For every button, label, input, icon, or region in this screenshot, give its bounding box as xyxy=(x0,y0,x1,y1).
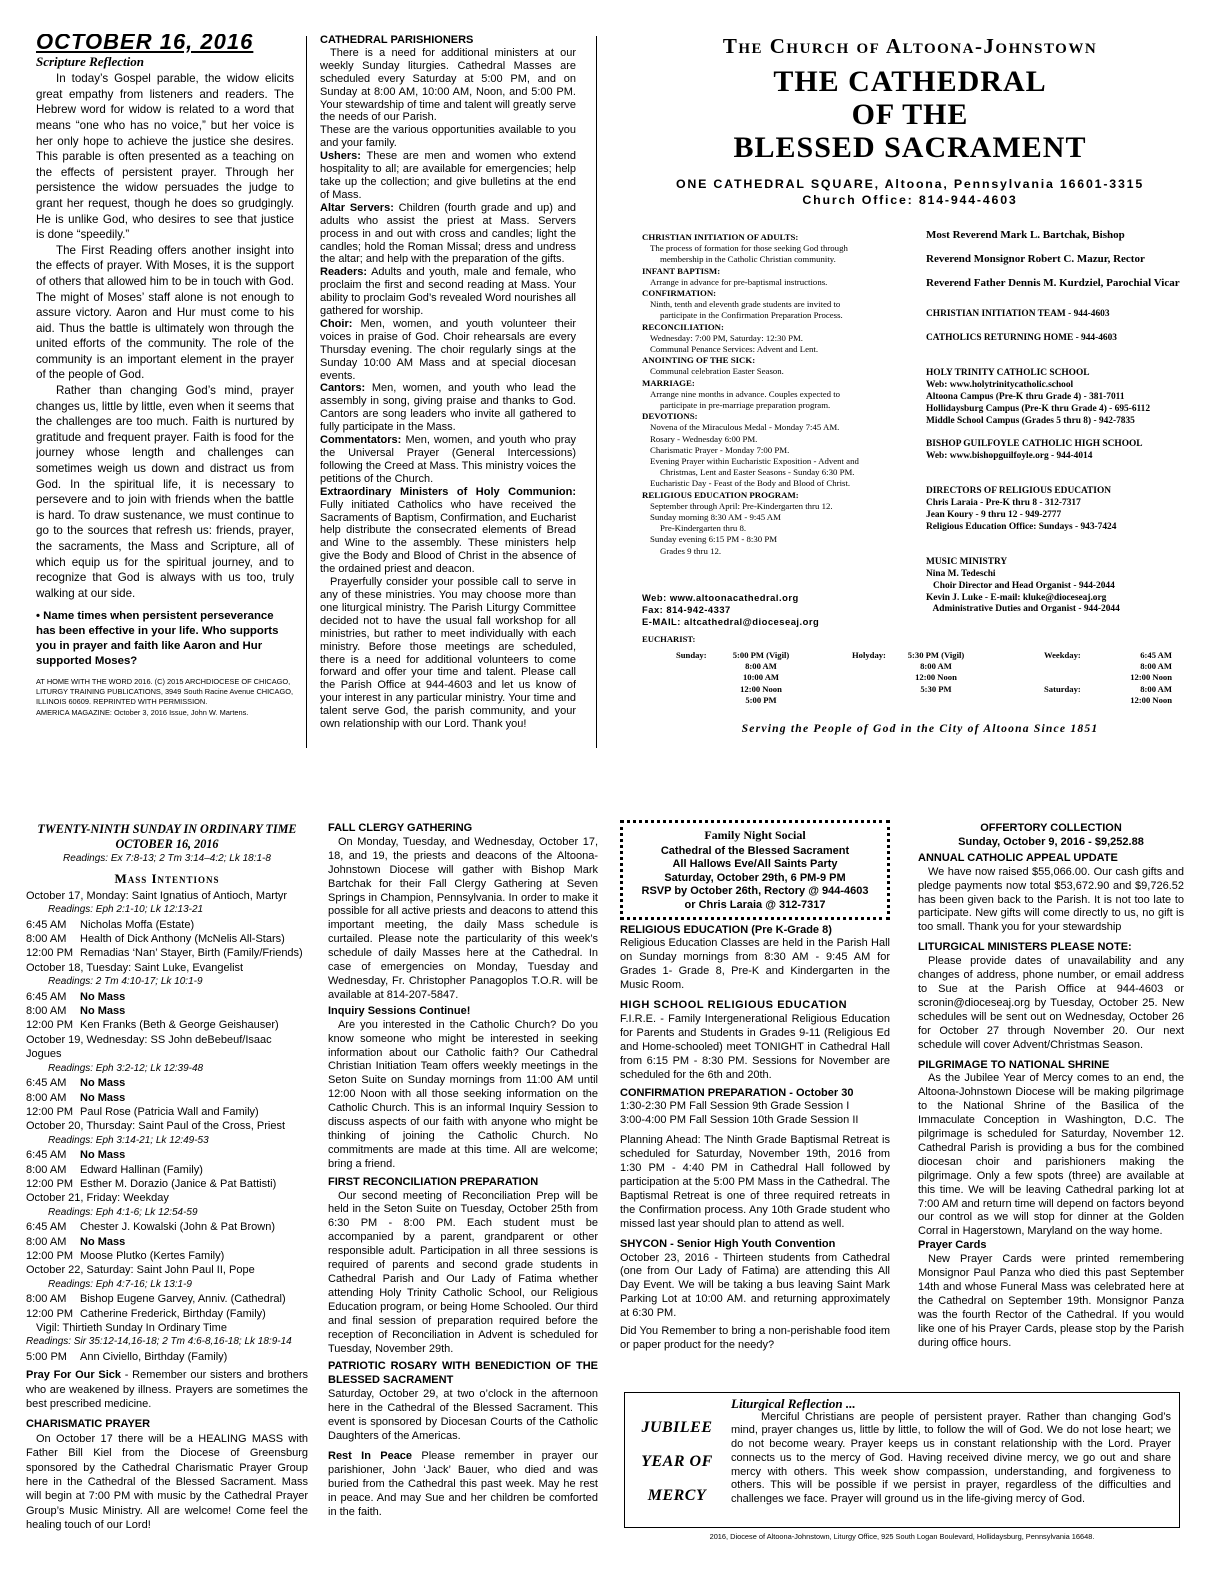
church-name: The Church of Altoona-Johnstown xyxy=(722,34,1098,58)
sunday-label: Sunday: xyxy=(676,650,707,660)
ministry-item xyxy=(320,150,576,202)
intention-readings: Readings: Eph 4:1-6; Lk 12:54-59 xyxy=(48,1206,198,1218)
info-heading: CONFIRMATION: xyxy=(642,288,717,299)
mass-time: 5:00 PM (Vigil) xyxy=(732,650,790,660)
mass-row xyxy=(26,1220,308,1234)
mass-time: 5:00 PM xyxy=(745,694,777,705)
info-heading: RECONCILIATION: xyxy=(642,321,724,332)
mass-row xyxy=(26,918,308,932)
info-line: Evening Prayer within Eucharistic Exposition - Advent and xyxy=(650,456,859,467)
directory-lines xyxy=(926,309,1196,616)
info-line: Grades 9 thru 12. xyxy=(660,545,722,556)
copyright-footer: 2016, Diocese of Altoona-Johnstown, Liturgy Office, 925 South Logan Boulevard, Hollidaysburg, Pennsylvania 16648. xyxy=(709,1532,1095,1541)
mass-time: 12:00 Noon xyxy=(740,683,782,694)
mass-time: 5:30 PM xyxy=(920,683,952,694)
mass-intention: Chester J. Kowalski (John & Pat Brown) xyxy=(80,1221,276,1234)
mass-time: 6:45 AM xyxy=(26,918,67,931)
paragraph: Planning Ahead: The Ninth Grade Baptismal Retreat is scheduled for Saturday, November 19th, 2016 from 1:30 PM - 4:40 PM in Cathedral Hall followed by participation at the 5:00 PM Mass in the Cathedral. The Baptismal Retreat is one of three required retreats in the Confirmation process. Any 10th Grade student who missed last year should plan to attend as well. xyxy=(620,1134,890,1230)
paragraph: We have now raised $55,066.00. Our cash gifts and pledge payments now total $53,672.90 and $9,726.52 has been given back to the Parish. It is not too late to participate. New gifts will come directly to us, no gift is too small. Thank you for your stewardship xyxy=(918,865,1184,934)
info-heading: ANOINTING OF THE SICK: xyxy=(642,355,756,366)
mass-time: 8:00 AM xyxy=(26,1235,67,1248)
social-line: RSVP by October 26th, Rectory @ 944-4603 xyxy=(641,885,869,898)
directory-line: Choir Director and Head Organist - 944-2044 xyxy=(926,580,1115,591)
info-line: Wednesday: 7:00 PM, Saturday: 12:30 PM. xyxy=(650,332,803,343)
weekday-times xyxy=(1094,650,1172,684)
intention-day: October 22, Saturday: Saint John Paul II, Pope xyxy=(26,1264,255,1277)
mass-time: 5:30 PM (Vigil) xyxy=(907,650,965,660)
info-line: Rosary - Wednesday 6:00 PM. xyxy=(650,433,758,444)
credit-line: AMERICA MAGAZINE: October 3, 2016 Issue, John W. Martens. xyxy=(36,708,249,718)
intention-readings: Readings: Eph 4:7-16; Lk 13:1-9 xyxy=(48,1278,192,1290)
section-heading: Prayer Cards xyxy=(918,1239,987,1252)
paragraph: As the Jubilee Year of Mercy comes to an end, the Altoona-Johnstown Diocese will be making pilgrimage to the National Shrine of the Basilica of the Immaculate Conception in Washington, D.C. The pilgrimage is scheduled for Saturday, November 12. Cathedral Parish is providing a bus for the combined diocesan choir and parishioners making the pilgrimage. Only a few spots (three) are available at this time. We will be leaving Cathedral parking lot at 7:00 AM and return time will depend on factors beyond our control as we will stop for dinner at the Golden Corral in Hagerstown, Maryland on the way home. xyxy=(918,1072,1184,1238)
directory-line xyxy=(926,321,1196,333)
section-heading: PATRIOTIC ROSARY WITH BENEDICTION OF THE BLESSED SACRAMENT xyxy=(328,1360,598,1387)
cathedral-title-line: OF THE xyxy=(851,98,969,131)
ministry-name: Commentators: xyxy=(320,434,402,447)
address: ONE CATHEDRAL SQUARE, Altoona, Pennsylvania 16601-3315 xyxy=(675,177,1145,191)
info-line: Novena of the Miraculous Medal - Monday 7:45 AM. xyxy=(650,422,840,433)
mass-intention: No Mass xyxy=(80,1005,126,1018)
directory-line: CHRISTIAN INITIATION TEAM - 944-4603 xyxy=(926,309,1110,320)
ministry-description: Men, women, and youth volunteer their voices in praise of God. Choir rehearsals are every Thursday evening. The choir regularly sings at the Sunday 10:00 AM Mass and at special diocesan events. xyxy=(320,317,576,382)
ministry-name: Ushers: xyxy=(320,150,361,163)
scripture-reflection-column xyxy=(36,34,294,718)
info-heading: MARRIAGE: xyxy=(642,377,695,388)
ministry-description: These are men and women who extend hospitality to all; are available for emergencies; help take up the collection; and give bulletins at the end of Mass. xyxy=(320,150,576,201)
masthead xyxy=(630,34,1190,208)
contact-block xyxy=(642,592,942,628)
mass-time: 8:00 AM xyxy=(1140,661,1172,672)
paragraph: Religious Education Classes are held in the Parish Hall on Sunday mornings from 8:30 AM - 9:45 AM for Grades 1- Grade 8, Pre-K and Kindergarten in the Music Room. xyxy=(620,937,890,992)
credit-line: AT HOME WITH THE WORD 2016. (C) 2015 ARCHDIOCESE OF CHICAGO, LITURGY TRAINING PUBLICATIONS, 3949 South Racine Avenue CHICAGO, ILLINOIS 60609. REPRINTED WITH PERMISSION. xyxy=(36,677,293,706)
ministry-item xyxy=(320,486,576,576)
vigil-title: Vigil: Thirtieth Sunday In Ordinary Time xyxy=(36,1322,227,1334)
directory-line: Nina M. Tedeschi xyxy=(926,568,996,579)
saturday-label: Saturday: xyxy=(1044,684,1081,694)
section-heading: SHYCON - Senior High Youth Convention xyxy=(620,1237,836,1250)
social-line: All Hallows Eve/All Saints Party xyxy=(672,858,838,871)
mass-row xyxy=(26,1177,308,1191)
mass-intention: Nicholas Moffa (Estate) xyxy=(80,918,195,931)
sunday-date: OCTOBER 16, 2016 xyxy=(115,837,219,851)
info-heading: INFANT BAPTISM: xyxy=(642,265,721,276)
social-line: or Chris Laraia @ 312-7317 xyxy=(684,898,826,911)
mass-time: 5:00 PM xyxy=(26,1350,67,1363)
social-line: Saturday, October 29th, 6 PM-9 PM xyxy=(664,871,846,884)
mass-intention: Paul Rose (Patricia Wall and Family) xyxy=(80,1105,259,1118)
section-heading: FIRST RECONCILIATION PREPARATION xyxy=(328,1175,539,1188)
intention-day: October 20, Thursday: Saint Paul of the Cross, Priest xyxy=(26,1120,286,1133)
cathedral-title-line: BLESSED SACRAMENT xyxy=(733,131,1087,164)
info-line: Sunday evening 6:15 PM - 8:30 PM xyxy=(650,534,778,545)
mass-time: 12:00 PM xyxy=(26,1307,74,1320)
mass-time: 12:00 Noon xyxy=(1130,695,1172,706)
ministry-list xyxy=(320,150,576,576)
mass-intention: No Mass xyxy=(80,1149,126,1162)
directory-line xyxy=(926,534,1196,546)
rest-in-peace xyxy=(328,1450,598,1520)
mass-time: 8:00 AM xyxy=(26,933,67,946)
mass-time: 10:00 AM xyxy=(742,672,780,683)
mass-intention: Edward Hallinan (Family) xyxy=(80,1163,203,1176)
rip-text: Please remember in prayer our parishioner, John ‘Jack’ Bauer, who died and was buried from the Cathedral this past week. May he rest in peace. And may Sue and her children be comforted in the faith. xyxy=(328,1449,598,1518)
cathedral-title-line: THE CATHEDRAL xyxy=(773,65,1047,98)
directory-line xyxy=(926,427,1196,439)
mass-row xyxy=(26,1292,308,1306)
directory-line xyxy=(926,475,1196,487)
info-heading: RELIGIOUS EDUCATION PROGRAM: xyxy=(642,489,799,500)
holyday-times xyxy=(886,650,986,695)
paragraph: Did You Remember to bring a non-perishable food item or paper product for the needy? xyxy=(620,1325,890,1351)
offertory-amount: Sunday, October 9, 2016 - $9,252.88 xyxy=(958,835,1144,848)
ministry-name: Choir: xyxy=(320,317,353,330)
info-line: Eucharistic Day - Feast of the Body and Blood of Christ. xyxy=(650,478,851,489)
ministry-name: Extraordinary Ministers of Holy Communion: xyxy=(320,485,576,498)
directory-line: Web: www.bishopguilfoyle.org - 944-4014 xyxy=(926,450,1093,461)
ministry-description: Fully initiated Catholics who have received the Sacraments of Baptism, Confirmation, and Eucharist help distribute the consecrated elements of Bread and Wine to the assembly. These ministers help give the Body and Blood of Christ in the absence of the ordained priest and deacon. xyxy=(320,498,576,576)
mass-intention: Moose Plutko (Kertes Family) xyxy=(80,1249,225,1262)
fax: Fax: 814-942-4337 xyxy=(642,604,731,615)
ministry-item xyxy=(320,266,576,318)
eucharist-label: EUCHARIST: xyxy=(642,634,696,644)
social-line: Cathedral of the Blessed Sacrament xyxy=(660,844,850,857)
info-line: Sunday morning 8:30 AM - 9:45 AM xyxy=(650,512,781,523)
ministry-description: Adults and youth, male and female, who proclaim the first and second reading at Mass. Your ability to proclaim God’s revealed Word nourishes all gathered for worship. xyxy=(320,266,576,318)
mass-time: 8:00 AM xyxy=(26,1005,67,1018)
directory-line: Middle School Campus (Grades 5 thru 8) - 942-7835 xyxy=(926,415,1135,426)
staff-directory xyxy=(926,230,1196,616)
section-heading: CATHEDRAL PARISHIONERS xyxy=(320,34,474,46)
liturgical-text: Merciful Christians are people of persistent prayer. Rather than changing God’s mind, prayer changes us, little by little, to follow the will of God. We do not lose heart; we do not become weary. Prayer keeps us in constant relationship with the Lord. Prayer connects us to the mercy of God. Having received divine mercy, we go out and share mercy with others. This week show compassion, understanding, and forgiveness to others. This will be possible if we persist in prayer, regardless of the difficulties and challenges we face. Prayer will ground us in the life-giving mercy of God. xyxy=(731,1410,1171,1505)
directory-line: Administrative Duties and Organist - 944-2044 xyxy=(926,604,1120,615)
weekday-label: Weekday: xyxy=(1044,650,1081,660)
mass-intention: Ken Franks (Beth & George Geishauser) xyxy=(80,1019,279,1032)
directory-line: HOLY TRINITY CATHOLIC SCHOOL xyxy=(926,368,1090,379)
paragraph: Are you interested in the Catholic Church? Do you know someone who might be interested in seeking information about our Catholic faith? Our Cathedral Christian Initiation Team offers weekly meetings in the Seton Suite on Sunday mornings from 11:00 AM until 12:00 Noon with all those seeking information on the Catholic Church. This is an informal Inquiry Session to discuss aspects of our faith with anyone who might be thinking of joining the Catholic Church. No commitments are made at this time. All are welcome; bring a friend. xyxy=(328,1018,598,1170)
paragraph: October 23, 2016 - Thirteen students from Cathedral (one from Our Lady of Fatima) are attending this All Day Event. We will be taking a bus leaving Saint Mark Parking Lot at 10:00 AM. and returning approximately at 6:30 PM. xyxy=(620,1251,890,1320)
info-line: Arrange nine months in advance. Couples expected to xyxy=(650,388,841,399)
mass-time: 8:00 AM xyxy=(1140,684,1172,694)
info-line: Communal Penance Services: Advent and Lent. xyxy=(650,344,819,355)
directory-line: MUSIC MINISTRY xyxy=(926,557,1008,568)
mass-time: 12:00 PM xyxy=(26,1177,74,1190)
mass-time: 6:45 AM xyxy=(26,1077,67,1090)
mass-intention: Remadias ‘Nan’ Stayer, Birth (Family/Friends) xyxy=(80,947,303,960)
mass-row xyxy=(26,946,308,960)
ministry-item xyxy=(320,382,576,434)
reflection-question: • Name times when persistent perseverance has been effective in your life. Who supports you in prayer and faith like Aaron and Hur supported Moses? xyxy=(36,610,279,668)
sick-paragraph xyxy=(26,1368,308,1411)
info-line: Charismatic Prayer - Monday 7:00 PM. xyxy=(650,444,790,455)
ministry-item xyxy=(320,202,576,267)
mass-time: 12:00 PM xyxy=(26,1019,74,1032)
mass-row xyxy=(26,1235,308,1249)
ministry-name: Readers: xyxy=(320,266,368,279)
liturgical-reflection-box xyxy=(624,1392,1180,1528)
ministry-name: Cantors: xyxy=(320,382,366,395)
mass-row xyxy=(26,1105,308,1119)
intention-readings: Readings: Eph 3:2-12; Lk 12:39-48 xyxy=(48,1062,204,1074)
eucharist-schedule xyxy=(642,634,1202,714)
paragraph: Prayerfully consider your possible call to serve in any of these ministries. You may choose more than one liturgical ministry. The Parish Liturgy Committee decided not to have the usual fall workshop for all ministries, but rather to meet individually with each ministry. Before those meetings are scheduled, there is a need for additional volunteers to come forward and offer your time and talent. Please call the Parish Office at 944-4603 and let us know of your interest in any particular ministry. Your time and talent serve God, the parish community, and your own relationship with our Lord. Thank you! xyxy=(320,576,576,731)
paragraph: There is a need for additional ministers at our weekly Sunday liturgies. Cathedral Masses are scheduled every Saturday at 5:00 PM, and on Sunday at 8:00 AM, 10:00 AM, Noon, and 5:00 PM. Your stewardship of time and talent will greatly serve the needs of our Parish. xyxy=(320,46,576,124)
intention-day: October 18, Tuesday: Saint Luke, Evangelist xyxy=(26,961,244,974)
sunday-readings: Readings: Ex 7:8-13; 2 Tm 3:14–4:2; Lk 18:1-8 xyxy=(63,853,271,864)
directory-line xyxy=(926,463,1196,475)
announcements-column-3 xyxy=(620,820,890,1353)
saturday-times xyxy=(1094,684,1172,706)
section-heading: FALL CLERGY GATHERING xyxy=(328,822,473,834)
section-heading: PILGRIMAGE TO NATIONAL SHRINE xyxy=(918,1058,1110,1071)
jubilee-year-of-mercy xyxy=(631,1411,723,1513)
info-line: Christmas, Lent and Easter Seasons - Sunday 6:30 PM. xyxy=(660,467,855,478)
paragraph: F.I.R.E. - Family Intergenerational Religious Education for Parents and Students in Grades 9-11 (Religious Ed and Home-schooled) meet TONIGHT in Cathedral Hall from 6:15 PM - 8:30 PM. Sessions for November are scheduled for the 6th and 20th. xyxy=(620,1013,890,1081)
intention-day: October 19, Wednesday: SS John deBebeuf/Isaac Jogues xyxy=(26,1033,272,1061)
ministry-description: Men, women, and youth who pray the Universal Prayer (General Intercessions) following the Creed at Mass. This ministry voices the petitions of the Church. xyxy=(320,434,576,485)
mass-time: 12:00 PM xyxy=(26,1105,74,1118)
intention-readings: Readings: 2 Tm 4:10-17; Lk 10:1-9 xyxy=(48,976,203,988)
info-heading: DEVOTIONS: xyxy=(642,411,698,422)
directory-line xyxy=(926,345,1196,357)
info-line: Ninth, tenth and eleventh grade students are invited to xyxy=(650,299,841,310)
social-title: Family Night Social xyxy=(704,828,806,842)
announcements-column-4 xyxy=(918,822,1184,1351)
info-line: The process of formation for those seeking God through xyxy=(650,243,848,254)
mass-time: 8:00 AM xyxy=(920,661,952,672)
confirmation-session: 1:30-2:30 PM Fall Session 9th Grade Session I xyxy=(620,1100,850,1113)
vigil-readings: Readings: Sir 35:12-14,16-18; 2 Tm 4:6-8,16-18; Lk 18:9-14 xyxy=(26,1336,292,1348)
directory-line: Kevin J. Luke - E-mail: kluke@dioceseaj.org xyxy=(926,592,1107,603)
sunday-times xyxy=(716,650,806,706)
intention-day: October 17, Monday: Saint Ignatius of Antioch, Martyr xyxy=(26,889,288,902)
jubilee-line: JUBILEE xyxy=(641,1419,713,1436)
clergy-name: Reverend Monsignor Robert C. Mazur, Rector xyxy=(926,252,1145,265)
intention-readings: Readings: Eph 3:14-21; Lk 12:49-53 xyxy=(48,1134,209,1146)
section-heading: ANNUAL CATHOLIC APPEAL UPDATE xyxy=(918,851,1118,864)
reflection-paragraph: Rather than changing God’s mind, prayer changes us, little by little, even when it seems that the challenges are too much. Faith is nurtured by gratitude and frequent prayer. Faith is food for the journey whose length and challenges can sometimes weigh us down and distract us from God. In the spiritual life, it is necessary to persevere and to join with friends when the battle is hard. To draw sustenance, we must continue to go to the sources that refresh us: friends, prayer, the sacraments, the Mass and Scripture, all of which equip us for the spiritual journey, and to recognize that God is always with us too, truly walking at our side. xyxy=(36,384,294,600)
info-line: September through April: Pre-Kindergarten thru 12. xyxy=(650,500,833,511)
mass-intention: No Mass xyxy=(80,1235,126,1248)
confirmation-session: 3:00-4:00 PM Fall Session 10th Grade Session II xyxy=(620,1114,859,1127)
section-heading: Inquiry Sessions Continue! xyxy=(328,1004,471,1017)
info-line: Pre-Kindergarten thru 8. xyxy=(660,523,747,534)
mass-intention: No Mass xyxy=(80,1091,126,1104)
mass-time: 12:00 Noon xyxy=(1130,672,1172,683)
directory-line: Web: www.holytrinitycatholic.school xyxy=(926,380,1074,391)
directory-line: DIRECTORS OF RELIGIOUS EDUCATION xyxy=(926,486,1112,497)
mass-time: 6:45 AM xyxy=(1140,650,1172,660)
announcements-column-2 xyxy=(328,822,598,1519)
info-line: Arrange in advance for pre-baptismal instructions. xyxy=(650,276,828,287)
mass-intention: Bishop Eugene Garvey, Anniv. (Cathedral) xyxy=(80,1293,286,1306)
clergy-name: Reverend Father Dennis M. Kurdziel, Parochial Vicar xyxy=(926,276,1180,289)
ministry-name: Altar Servers: xyxy=(320,201,394,214)
mass-intention: Ann Civiello, Birthday (Family) xyxy=(80,1350,228,1363)
mass-intention: Esther M. Dorazio (Janice & Pat Battisti) xyxy=(80,1177,277,1190)
section-heading: RELIGIOUS EDUCATION (Pre K-Grade 8) xyxy=(620,923,832,936)
directory-line: Hollidaysburg Campus (Pre-K thru Grade 4) - 695-6112 xyxy=(926,403,1151,414)
section-heading: OFFERTORY COLLECTION xyxy=(980,822,1122,834)
sunday-title: TWENTY-NINTH SUNDAY IN ORDINARY TIME xyxy=(37,822,297,836)
paragraph: On Monday, Tuesday, and Wednesday, October 17, 18, and 19, the priests and deacons of the Altoona-Johnstown Diocese will gather with Bishop Mark Bartchak for their Fall Clergy Gathering at Seven Springs in Champion, Pennsylvania. In order to make it possible for all active priests and deacons to attend this important meeting, the daily Mass schedule is curtailed. Please note the particularity of this week’s schedule of daily Masses here at the Cathedral. In case of emergencies on Monday, Tuesday and Wednesday, Fr. Christopher Panagoplos T.O.R. will be available at 814-207-5847. xyxy=(328,835,598,1001)
mass-time: 12:00 PM xyxy=(26,1249,74,1262)
charismatic-text: On October 17 there will be a HEALING MASS with Father Bill Kiel from the Diocese of Greensburg sponsored by the Cathedral Charismatic Prayer Group here in the Cathedral of the Blessed Sacrament. Mass will begin at 7:00 PM with music by the Cathedral Prayer Group’s Music Ministry. All are welcome! Come feel the healing touch of our Lord! xyxy=(26,1432,308,1532)
intention-day: October 21, Friday: Weekday xyxy=(26,1192,169,1205)
mass-row xyxy=(26,1249,308,1263)
mass-row xyxy=(26,1148,308,1162)
reflection-paragraph: In today’s Gospel parable, the widow elicits great empathy from listeners and readers. The Hebrew word for widow is related to a word that means “one who has no voice,” but her voice is her only hope to achieve the justice she desires. This parable is often presented as a teaching on the effects of persistent prayer. Through her persistence the widow persuades the judge to grant her request, though he does so grudgingly. He is unlike God, who desires to see that justice is done “speedily.” xyxy=(36,72,294,242)
directory-line: Religious Education Office: Sundays - 943-7424 xyxy=(926,521,1117,532)
paragraph: Please provide dates of unavailability and any changes of address, phone number, or email address to Sue at the Parish Office at 944-4603 or scronin@dioceseaj.org by Tuesday, October 25. New schedules will be sent out on Wednesday, October 26 for October 27 through November 20. Our next schedule will cover Advent/Christmas Season. xyxy=(918,955,1184,1051)
paragraph: New Prayer Cards were printed remembering Monsignor Paul Panza who died this past September 14th and whose Funeral Mass was celebrated here at the Cathedral on September 19th. Monsignor Panza was the fourth Rector of the Cathedral. If you would like one of his Prayer Cards, please stop by the Parish during office hours. xyxy=(918,1253,1184,1349)
sacraments-info xyxy=(642,232,912,557)
mass-time: 6:45 AM xyxy=(26,990,67,1003)
mass-intention: No Mass xyxy=(80,1077,126,1090)
sick-heading: Pray For Our Sick xyxy=(26,1369,122,1382)
mass-row xyxy=(26,1076,308,1090)
charismatic-heading: CHARISMATIC PRAYER xyxy=(26,1418,151,1431)
mass-intention: Catherine Frederick, Birthday (Family) xyxy=(80,1307,266,1320)
mass-time: 6:45 AM xyxy=(26,1221,67,1234)
mass-time: 6:45 AM xyxy=(26,1149,67,1162)
info-line: Communal celebration Easter Season. xyxy=(650,366,784,377)
info-line: participate in the Confirmation Preparation Process. xyxy=(660,310,843,321)
holyday-label: Holyday: xyxy=(852,650,886,660)
mass-row xyxy=(26,932,308,946)
mass-row xyxy=(26,990,308,1004)
ministry-item xyxy=(320,318,576,383)
mass-time: 8:00 AM xyxy=(26,1163,67,1176)
reflection-paragraph: The First Reading offers another insight into the effects of prayer. With Moses, it is the support of others that allowed him to be in touch with God. The might of Moses’ staff alone is not enough to assure victory. Aaron and Hur must come to his aid. Thus the battle is ultimately won through the united efforts of the community. The role of the community is an important element in the prayer of the people of God. xyxy=(36,243,294,382)
mass-intention: Health of Dick Anthony (McNelis All-Stars) xyxy=(80,933,285,946)
rip-heading: Rest In Peace xyxy=(328,1449,413,1462)
address-block xyxy=(630,176,1190,208)
ministry-description: Children (fourth grade and up) and adults who assist the priest at Mass. Servers process in and out with cross and candles; light the candles; hold the Roman Missal; dress and undress the altar; and help with the preparation of the gifts. xyxy=(320,201,576,266)
mass-intentions-list xyxy=(26,889,308,1321)
reflection-heading: Scripture Reflection xyxy=(36,53,144,69)
office-phone: Church Office: 814-944-4603 xyxy=(802,193,1018,207)
mass-time: 12:00 PM xyxy=(26,947,74,960)
directory-line: Jean Koury - 9 thru 12 - 949-2777 xyxy=(926,509,1062,520)
ministry-description: Men, women, and youth who lead the assembly in song, giving praise and thanks to God. Cantors are song leaders who invite all gathered to fully participate in the Mass. xyxy=(320,382,576,434)
jubilee-line: YEAR OF xyxy=(641,1453,713,1470)
mass-intention: No Mass xyxy=(80,990,126,1003)
mass-time: 8:00 AM xyxy=(26,1293,67,1306)
info-heading: CHRISTIAN INITIATION OF ADULTS: xyxy=(642,232,799,242)
section-heading: CONFIRMATION PREPARATION - October 30 xyxy=(620,1086,854,1099)
liturgical-reflection xyxy=(731,1397,1171,1507)
mass-row xyxy=(26,1350,308,1364)
info-line: participate in pre-marriage preparation program. xyxy=(660,400,831,411)
section-heading: HIGH SCHOOL RELIGIOUS EDUCATION xyxy=(620,999,848,1012)
paragraph: Saturday, October 29, at two o’clock in the afternoon here in the Cathedral of the Blessed Sacrament. This event is sponsored by Diocesan Courts of the Catholic Daughters of the Americas. xyxy=(328,1388,598,1442)
jubilee-line: MERCY xyxy=(647,1487,707,1504)
mass-time: 8:00 AM xyxy=(745,661,777,672)
mass-intentions-column xyxy=(26,822,308,1533)
ministry-item xyxy=(320,434,576,486)
paragraph: Our second meeting of Reconciliation Prep will be held in the Seton Suite on Tuesday, October 25th from 6:30 PM - 8:00 PM. Each student must be accompanied by a parent, grandparent or other responsible adult. Participation in all three sessions is required of parents and second grade students in Cathedral Parish and Our Lady of Fatima whether attending Holy Trinity Catholic School, our Religious Education program, or being Home Schooled. Our third and final session of preparation required before the reception of Reconciliation in Advent is scheduled for Tuesday, November 29th. xyxy=(328,1189,598,1355)
mass-intentions-heading: Mass Intentions xyxy=(114,871,220,887)
mass-row xyxy=(26,1018,308,1032)
info-line: membership in the Catholic Christian community. xyxy=(660,254,836,265)
liturgical-heading: Liturgical Reflection ... xyxy=(731,1396,856,1411)
directory-line xyxy=(926,545,1196,557)
mass-row xyxy=(26,1307,308,1321)
clergy-name: Most Reverend Mark L. Bartchak, Bishop xyxy=(926,230,1125,241)
bulletin-date: OCTOBER 16, 2016 xyxy=(36,34,254,54)
mass-row xyxy=(26,1004,308,1018)
family-night-social-box xyxy=(620,820,890,920)
mass-time: 12:00 Noon xyxy=(915,672,957,683)
directory-line xyxy=(926,357,1196,369)
directory-line: Altoona Campus (Pre-K thru Grade 4) - 381-7011 xyxy=(926,391,1125,402)
mass-row xyxy=(26,1163,308,1177)
cathedral-parishioners-column xyxy=(320,34,576,731)
website: Web: www.altoonacathedral.org xyxy=(642,592,799,603)
email: E-MAIL: altcathedral@dioceseaj.org xyxy=(642,616,820,627)
intention-readings: Readings: Eph 2:1-10; Lk 12:13-21 xyxy=(48,904,204,916)
directory-line: CATHOLICS RETURNING HOME - 944-4603 xyxy=(926,332,1117,343)
mass-time: 8:00 AM xyxy=(26,1091,67,1104)
section-heading: LITURGICAL MINISTERS PLEASE NOTE: xyxy=(918,941,1132,954)
mass-row xyxy=(26,1091,308,1105)
cathedral-title xyxy=(630,65,1190,164)
paragraph: These are the various opportunities available to you and your family. xyxy=(320,124,576,150)
sick-text: - Remember our sisters and brothers who are weakened by illness. Prayers are sometimes the best prescribed medicine. xyxy=(26,1369,308,1411)
directory-line: BISHOP GUILFOYLE CATHOLIC HIGH SCHOOL xyxy=(926,439,1143,450)
tagline: Serving the People of God in the City of Altoona Since 1851 xyxy=(741,722,1099,735)
directory-line: Chris Laraia - Pre-K thru 8 - 312-7317 xyxy=(926,498,1081,509)
